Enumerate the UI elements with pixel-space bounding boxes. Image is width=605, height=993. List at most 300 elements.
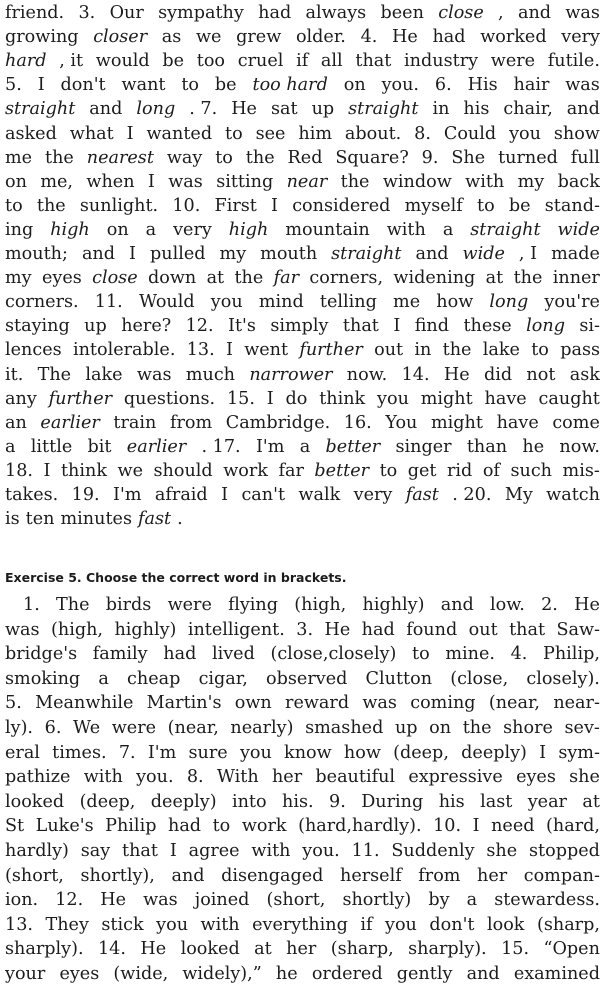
word: and xyxy=(89,99,123,120)
text-line xyxy=(5,863,600,889)
word: had xyxy=(258,3,292,23)
word: He xyxy=(574,595,600,615)
word: sat xyxy=(270,99,298,120)
word: . 20. xyxy=(452,485,492,505)
text-line xyxy=(5,24,600,50)
word: your xyxy=(5,964,46,984)
word: mouth; xyxy=(5,244,68,264)
word: Saw- xyxy=(556,619,600,640)
word: 10. xyxy=(433,816,462,837)
word: 8. xyxy=(186,767,204,788)
word: eyes xyxy=(41,268,82,289)
word: is xyxy=(5,509,20,530)
word: sure xyxy=(188,742,228,763)
word: you xyxy=(156,914,189,935)
word: (near, xyxy=(488,693,541,714)
italic-word: wide xyxy=(462,244,505,264)
word: herself xyxy=(340,865,402,886)
word: was xyxy=(5,619,40,640)
italic-word: earlier xyxy=(126,436,187,457)
word: During xyxy=(361,791,424,812)
word: when xyxy=(86,171,135,192)
word: Red xyxy=(287,147,323,168)
word: 9. xyxy=(421,147,439,168)
word: was xyxy=(168,171,203,192)
word: little xyxy=(30,436,73,457)
word: her xyxy=(477,865,508,886)
word: mine. xyxy=(445,644,495,665)
italic-word: high xyxy=(50,219,90,240)
word: my xyxy=(517,171,545,192)
word: his xyxy=(463,99,490,120)
word: With xyxy=(216,767,259,788)
word: say xyxy=(80,841,111,861)
word: intelligent. xyxy=(187,619,285,640)
word: low. xyxy=(490,595,525,615)
word: deeply) xyxy=(461,742,527,763)
word: that xyxy=(355,51,392,72)
word: Cambridge. xyxy=(225,412,331,433)
word: to xyxy=(477,195,495,216)
word: stick xyxy=(101,914,144,935)
word: I xyxy=(539,742,547,763)
word: up xyxy=(311,99,335,120)
word: 13. xyxy=(5,914,33,935)
word: be xyxy=(508,195,531,216)
word: that xyxy=(342,316,379,337)
word: her xyxy=(286,939,317,960)
word: disengaged xyxy=(221,865,324,886)
word: out xyxy=(468,619,498,640)
italic-word: straight xyxy=(331,244,402,264)
word: have xyxy=(496,412,539,433)
word: you xyxy=(239,742,272,763)
word: did xyxy=(483,364,513,385)
text-line xyxy=(5,641,600,667)
word: 7. xyxy=(118,742,136,763)
word: train xyxy=(113,412,157,433)
word: to xyxy=(215,147,233,168)
word: hardly) xyxy=(5,841,69,861)
word: coming xyxy=(410,693,476,714)
word: to xyxy=(379,460,398,481)
word: I xyxy=(126,123,134,144)
word: work xyxy=(241,816,287,837)
word: we xyxy=(195,27,222,48)
word: He xyxy=(443,364,470,385)
italic-word: long xyxy=(526,316,565,337)
word: were xyxy=(167,595,212,615)
word: were xyxy=(111,718,157,738)
word: think xyxy=(60,460,107,481)
word: any xyxy=(5,388,37,409)
word: on xyxy=(106,219,129,240)
word: an xyxy=(5,412,27,433)
word: my xyxy=(5,268,32,289)
word: (wide, xyxy=(113,964,169,984)
book-page xyxy=(5,0,600,993)
italic-word: better xyxy=(325,436,381,457)
word: were xyxy=(490,51,536,72)
word: had xyxy=(432,27,466,48)
text-line xyxy=(5,764,600,790)
text-line xyxy=(5,617,600,643)
word: myself xyxy=(404,195,463,216)
word: hair xyxy=(513,75,550,96)
text-line xyxy=(5,48,600,74)
word: far xyxy=(278,460,304,481)
text-line xyxy=(5,887,600,913)
word: had xyxy=(167,816,202,837)
word: lences xyxy=(5,340,62,361)
word: 15. xyxy=(501,939,530,960)
word: on xyxy=(5,171,27,192)
text-line xyxy=(5,0,600,26)
word: her xyxy=(271,767,303,788)
word: 15. xyxy=(226,388,255,409)
word: sitting xyxy=(216,171,274,192)
text-line xyxy=(5,838,600,864)
word: last xyxy=(480,791,513,812)
word: not xyxy=(526,364,556,385)
text-line xyxy=(5,813,600,839)
text-line xyxy=(5,96,600,122)
word: ing xyxy=(5,219,34,240)
word: sunlight. xyxy=(79,195,159,216)
text-line xyxy=(5,506,600,532)
word: in xyxy=(414,340,432,361)
word: to xyxy=(531,340,549,361)
word: growing xyxy=(5,27,79,48)
word: look xyxy=(486,914,525,935)
word: 12. xyxy=(55,890,84,911)
word: 5. xyxy=(5,75,22,96)
word: 11. xyxy=(94,292,123,313)
word: 5. xyxy=(5,693,22,714)
word: 4. xyxy=(360,27,378,48)
text-line xyxy=(5,592,600,618)
italic-word: straight xyxy=(470,219,541,240)
text-line xyxy=(5,193,600,219)
text-line xyxy=(5,217,600,243)
word: They xyxy=(45,914,89,935)
text-line xyxy=(5,313,600,339)
word: you. xyxy=(302,841,340,861)
word: 10. xyxy=(172,195,201,216)
word: (short, xyxy=(5,865,64,886)
text-line xyxy=(5,72,600,98)
word: rid xyxy=(447,460,473,481)
word: year xyxy=(527,791,567,812)
word: about. xyxy=(344,123,402,144)
word: do xyxy=(285,388,308,409)
word: made xyxy=(551,244,600,264)
word: me, xyxy=(40,171,74,192)
word: birds xyxy=(105,595,152,615)
word: I xyxy=(225,340,233,361)
word: mouth xyxy=(260,244,318,264)
word: intolerable. xyxy=(72,340,176,361)
italic-word: better xyxy=(314,460,370,481)
italic-word: earlier xyxy=(40,412,100,433)
word: highly) xyxy=(114,619,177,640)
word: too xyxy=(196,51,226,72)
word: gently xyxy=(396,964,453,984)
word: observed xyxy=(266,668,348,689)
text-line xyxy=(5,740,600,766)
word: me xyxy=(393,292,421,313)
word: to xyxy=(181,75,200,96)
word: and xyxy=(517,3,552,23)
word: window xyxy=(382,171,452,192)
word: that xyxy=(122,841,158,861)
word: He xyxy=(100,890,127,911)
word: I xyxy=(472,816,480,837)
word: by xyxy=(428,890,450,911)
word: the xyxy=(513,268,543,289)
word: bit xyxy=(87,436,112,457)
word: inner xyxy=(552,268,600,289)
text-line xyxy=(5,145,600,171)
word: We xyxy=(73,718,101,738)
word: St xyxy=(5,816,25,837)
italic-word: closer xyxy=(93,27,148,48)
word: might xyxy=(430,412,483,433)
word: and xyxy=(171,865,205,886)
word: a xyxy=(299,436,311,457)
word: 2. xyxy=(541,595,558,615)
word: My xyxy=(504,485,533,505)
word: joined xyxy=(194,890,250,911)
word: watch xyxy=(546,485,600,505)
word: (high, xyxy=(51,619,104,640)
word: shortly) xyxy=(342,890,412,911)
word: (close,closely) xyxy=(270,644,397,665)
word: 11. xyxy=(351,841,380,861)
word: nearly) xyxy=(230,718,294,738)
word: stopped xyxy=(529,841,600,861)
text-line xyxy=(5,362,600,388)
text-line xyxy=(5,169,600,195)
word: with xyxy=(251,841,291,861)
word: he xyxy=(522,436,545,457)
word: Philip xyxy=(105,816,157,837)
word: caught xyxy=(538,388,600,409)
word: and xyxy=(81,244,116,264)
word: agree xyxy=(188,841,240,861)
word: Suddenly xyxy=(391,841,475,861)
word: know xyxy=(284,742,332,763)
word: don't xyxy=(429,914,475,935)
word: (short, xyxy=(266,890,326,911)
word: He xyxy=(140,939,167,960)
word: I xyxy=(147,171,155,192)
word: Meanwhile xyxy=(35,693,134,714)
italic-word: hard xyxy=(5,51,47,72)
word: up xyxy=(84,316,107,337)
word: have xyxy=(484,388,527,409)
word: . 17. xyxy=(201,436,241,457)
word: very xyxy=(561,27,600,48)
word: was xyxy=(565,75,600,96)
word: (hard,hardly). xyxy=(298,816,422,837)
word: the xyxy=(234,268,264,289)
word: the xyxy=(340,171,370,192)
word: a xyxy=(442,219,454,240)
word: the xyxy=(36,195,66,216)
word: (sharp, xyxy=(330,939,394,960)
word: and xyxy=(440,595,474,615)
word: with xyxy=(200,914,240,935)
word: on xyxy=(343,75,366,96)
word: 12. xyxy=(185,316,214,337)
word: singer xyxy=(395,436,452,457)
word: Clutton xyxy=(365,668,433,689)
word: I xyxy=(169,841,177,861)
word: everything xyxy=(252,914,348,935)
word: the xyxy=(45,147,74,168)
word: you xyxy=(509,123,541,144)
word: . 7. xyxy=(189,99,218,120)
word: you xyxy=(385,914,417,935)
word: smashed xyxy=(305,718,384,738)
word: very xyxy=(353,485,393,505)
word: way xyxy=(166,147,203,168)
word: she xyxy=(569,767,600,788)
word: in xyxy=(432,99,450,120)
italic-word: fast xyxy=(137,509,172,530)
word: (deep, xyxy=(393,742,449,763)
text-line xyxy=(5,690,600,716)
italic-word: narrower xyxy=(249,364,333,385)
word: 14. xyxy=(401,364,430,385)
word: very xyxy=(173,219,212,240)
word: these xyxy=(463,316,512,337)
word: questions. xyxy=(123,388,216,409)
word: I xyxy=(266,388,274,409)
word: 16. xyxy=(343,412,372,433)
word: a xyxy=(98,668,109,689)
word: into xyxy=(231,791,267,812)
word: sharply). xyxy=(408,939,487,960)
word: , xyxy=(498,3,504,23)
word: His xyxy=(467,75,498,96)
word: Philip, xyxy=(543,644,600,665)
word: older. xyxy=(295,27,346,48)
word: with xyxy=(465,171,505,192)
word: you xyxy=(377,388,409,409)
word: how xyxy=(436,292,474,313)
word: I xyxy=(221,485,229,505)
word: from xyxy=(418,865,461,886)
word: think xyxy=(319,388,366,409)
word: 3. xyxy=(78,3,96,23)
text-line xyxy=(5,265,600,291)
word: his. xyxy=(282,791,314,812)
word: to xyxy=(225,123,243,144)
word: might xyxy=(420,388,473,409)
word: stand- xyxy=(544,195,600,216)
word: been xyxy=(380,3,424,23)
word: shortly), xyxy=(80,865,155,886)
word: I'm xyxy=(255,436,285,457)
word: widening xyxy=(393,268,476,289)
word: examined xyxy=(513,964,600,984)
word: cheap xyxy=(127,668,181,689)
italic-word: nearest xyxy=(86,147,154,168)
word: You xyxy=(385,412,418,433)
word: reward xyxy=(285,693,350,714)
word: , I xyxy=(518,244,538,264)
word: to xyxy=(212,816,231,837)
italic-word: long xyxy=(489,292,529,313)
word: “Open xyxy=(543,939,600,960)
word: get xyxy=(407,460,437,481)
word: such xyxy=(510,460,553,481)
word: 18. xyxy=(5,460,33,481)
word: full xyxy=(570,147,600,168)
word: First xyxy=(214,195,257,216)
italic-word: high xyxy=(228,219,269,240)
word: staying xyxy=(5,316,70,337)
text-line xyxy=(5,666,600,692)
word: down xyxy=(147,268,197,289)
word: She xyxy=(451,147,486,168)
italic-word: further xyxy=(299,340,363,361)
text-line xyxy=(5,961,600,987)
word: lived xyxy=(211,644,255,665)
word: a xyxy=(145,219,157,240)
italic-word: further xyxy=(48,388,113,409)
word: pathize xyxy=(5,767,71,788)
word: how xyxy=(343,742,381,763)
word: chair, xyxy=(503,99,553,120)
word: always xyxy=(305,3,367,23)
word: that xyxy=(509,619,546,640)
word: see xyxy=(255,123,286,144)
word: the xyxy=(462,718,492,738)
word: widely),” xyxy=(182,964,262,984)
word: ordered xyxy=(311,964,383,984)
word: here? xyxy=(121,316,172,337)
word: deeply) xyxy=(150,791,217,812)
word: the xyxy=(442,340,472,361)
word: at xyxy=(254,939,272,960)
word: bridge's xyxy=(5,644,78,665)
word: from xyxy=(169,412,213,433)
word: show xyxy=(553,123,600,144)
word: (near, xyxy=(167,718,219,738)
word: looked xyxy=(5,791,65,812)
word: of xyxy=(482,460,500,481)
text-line xyxy=(5,289,600,315)
word: (hard, xyxy=(546,816,600,837)
word: ask xyxy=(569,364,600,385)
word: a xyxy=(5,436,16,457)
word: Square? xyxy=(335,147,409,168)
word: if xyxy=(296,51,309,72)
word: you. xyxy=(136,767,174,788)
word: corners. xyxy=(5,292,79,313)
text-line xyxy=(5,434,600,460)
word: Martin's xyxy=(146,693,222,714)
italic-word: close xyxy=(438,3,484,23)
exercise-5-heading: Exercise 5. Choose the correct word in brackets. xyxy=(5,570,347,585)
word: stewardess. xyxy=(494,890,600,911)
word: mind xyxy=(258,292,304,313)
word: lake xyxy=(482,340,520,361)
italic-word: too hard xyxy=(252,75,328,96)
